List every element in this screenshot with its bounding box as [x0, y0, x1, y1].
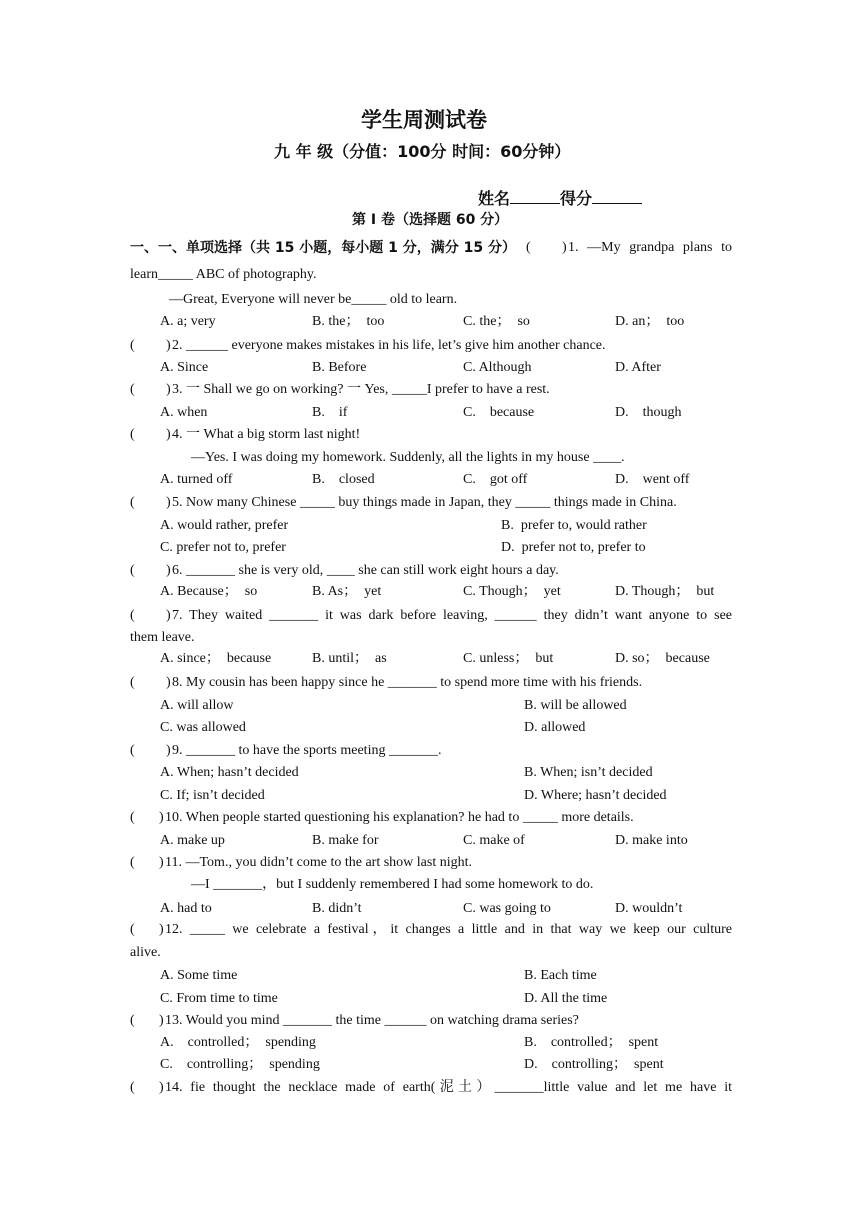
q1-option-b[interactable]: B. the； too	[312, 314, 385, 329]
q2-stem: 2. ______ everyone makes mistakes in his life, let’s give him another chance.	[172, 338, 606, 353]
q3-option-c[interactable]: C. because	[463, 405, 535, 420]
q6-paren: (	[130, 563, 135, 578]
q11-option-a[interactable]: A. had to	[160, 901, 212, 916]
q5-paren-close: )	[166, 495, 171, 510]
q10-paren-close: )	[159, 810, 164, 825]
q6-paren-close: )	[166, 563, 171, 578]
q8-option-d[interactable]: D. allowed	[524, 720, 586, 735]
q5-stem: 5. Now many Chinese _____ buy things made in Japan, they _____ things made in China.	[172, 495, 677, 510]
q7-option-d[interactable]: D. so； because	[615, 651, 710, 666]
q9-option-b[interactable]: B. When; isn’t decided	[524, 765, 653, 780]
q3-option-b[interactable]: B. if	[312, 405, 348, 420]
q5-paren: (	[130, 495, 135, 510]
q6-option-a[interactable]: A. Because； so	[160, 584, 258, 599]
q4-option-d[interactable]: D. went off	[615, 472, 690, 487]
q1-stem-line2: learn_____ ABC of photography.	[130, 267, 317, 282]
q7-option-a[interactable]: A. since； because	[160, 651, 272, 666]
q1-paren-close: )	[562, 240, 567, 255]
q1-option-c[interactable]: C. the； so	[463, 314, 530, 329]
q6-option-c[interactable]: C. Though； yet	[463, 584, 561, 599]
q1-paren: (	[526, 240, 531, 255]
q10-option-d[interactable]: D. make into	[615, 833, 688, 848]
q7-stem-line2: them leave.	[130, 630, 195, 645]
q2-paren-close: )	[166, 338, 171, 353]
q3-stem: 3. 一 Shall we go on working? 一 Yes, _____I prefer to have a rest.	[172, 382, 550, 397]
q14-paren: (	[130, 1080, 135, 1095]
q12-option-b[interactable]: B. Each time	[524, 968, 597, 983]
q13-option-a[interactable]: A. controlled； spending	[160, 1035, 316, 1050]
q11-option-c[interactable]: C. was going to	[463, 901, 551, 916]
q11-option-d[interactable]: D. wouldn’t	[615, 901, 683, 916]
part-heading: 一、一、单项选择（共 15 小题，每小题 1 分，满分 15 分）	[130, 240, 516, 256]
q8-stem: 8. My cousin has been happy since he _______ to spend more time with his friends.	[172, 675, 643, 690]
q10-option-b[interactable]: B. make for	[312, 833, 379, 848]
q7-paren: (	[130, 608, 135, 623]
q7-stem: 7. They waited _______ it was dark before leaving, ______ they didn’t want anyone to see	[172, 608, 732, 623]
page-title: 学生周测试卷	[361, 108, 487, 132]
q12-option-d[interactable]: D. All the time	[524, 991, 608, 1006]
q2-option-b[interactable]: B. Before	[312, 360, 367, 375]
q13-option-c[interactable]: C. controlling； spending	[160, 1057, 320, 1072]
q3-paren: (	[130, 382, 135, 397]
q10-option-c[interactable]: C. make of	[463, 833, 525, 848]
q1-stem-line3: —Great, Everyone will never be_____ old to learn.	[169, 292, 458, 307]
q9-paren: (	[130, 743, 135, 758]
q3-option-a[interactable]: A. when	[160, 405, 208, 420]
q8-paren: (	[130, 675, 135, 690]
q12-option-c[interactable]: C. From time to time	[160, 991, 278, 1006]
q10-paren: (	[130, 810, 135, 825]
q9-stem: 9. _______ to have the sports meeting _______.	[172, 743, 442, 758]
name-score-line	[478, 165, 642, 210]
q9-option-a[interactable]: A. When; hasn’t decided	[160, 765, 299, 780]
q13-option-b[interactable]: B. controlled； spent	[524, 1035, 659, 1050]
q2-paren: (	[130, 338, 135, 353]
q11-option-b[interactable]: B. didn’t	[312, 901, 362, 916]
q8-option-c[interactable]: C. was allowed	[160, 720, 246, 735]
q3-paren-close: )	[166, 382, 171, 397]
q10-option-a[interactable]: A. make up	[160, 833, 225, 848]
q9-paren-close: )	[166, 743, 171, 758]
q8-option-a[interactable]: A. will allow	[160, 698, 234, 713]
q1-option-a[interactable]: A. a; very	[160, 314, 216, 329]
q4-option-b[interactable]: B. closed	[312, 472, 375, 487]
q12-paren-close: )	[159, 922, 164, 937]
q9-option-d[interactable]: D. Where; hasn’t decided	[524, 788, 667, 803]
q7-paren-close: )	[166, 608, 171, 623]
q5-option-b[interactable]: B. prefer to, would rather	[501, 518, 647, 533]
q4-paren-close: )	[166, 427, 171, 442]
q5-option-d[interactable]: D. prefer not to, prefer to	[501, 540, 646, 555]
q4-option-c[interactable]: C. got off	[463, 472, 528, 487]
q2-option-d[interactable]: D. After	[615, 360, 661, 375]
q1-option-d[interactable]: D. an； too	[615, 314, 685, 329]
q4-stem: 4. 一 What a big storm last night!	[172, 427, 361, 442]
page-subtitle: 九 年 级（分值：100分 时间：60分钟）	[274, 142, 571, 161]
q6-option-d[interactable]: D. Though； but	[615, 584, 715, 599]
q5-option-c[interactable]: C. prefer not to, prefer	[160, 540, 286, 555]
q8-option-b[interactable]: B. will be allowed	[524, 698, 627, 713]
q12-stem: 12. _____ we celebrate a festival，it changes a little and in that way we keep our culture	[165, 922, 732, 937]
q14-stem: 14. fie thought the necklace made of earth(泥土）_______little value and let me have it	[165, 1080, 732, 1095]
q12-stem-line2: alive.	[130, 945, 161, 960]
q11-stem: 11. —Tom., you didn’t come to the art show last night.	[165, 855, 472, 870]
q12-paren: (	[130, 922, 135, 937]
q7-option-c[interactable]: C. unless； but	[463, 651, 554, 666]
q12-option-a[interactable]: A. Some time	[160, 968, 238, 983]
q7-option-b[interactable]: B. until； as	[312, 651, 387, 666]
q11-paren-close: )	[159, 855, 164, 870]
q14-paren-close: )	[159, 1080, 164, 1095]
q2-option-c[interactable]: C. Although	[463, 360, 532, 375]
q3-option-d[interactable]: D. though	[615, 405, 682, 420]
q4-paren: (	[130, 427, 135, 442]
q11-stem-line2: —I _______，but I suddenly remembered I had some homework to do.	[191, 877, 594, 892]
q11-paren: (	[130, 855, 135, 870]
q6-option-b[interactable]: B. As； yet	[312, 584, 382, 599]
q6-stem: 6. _______ she is very old, ____ she can still work eight hours a day.	[172, 563, 559, 578]
score-label: 得分	[560, 189, 593, 208]
section-title: 第 I 卷（选择题 60 分）	[352, 212, 509, 228]
q8-paren-close: )	[166, 675, 171, 690]
q2-option-a[interactable]: A. Since	[160, 360, 209, 375]
q13-option-d[interactable]: D. controlling； spent	[524, 1057, 664, 1072]
score-blank[interactable]	[592, 187, 642, 204]
q9-option-c[interactable]: C. If; isn’t decided	[160, 788, 265, 803]
q13-paren: (	[130, 1013, 135, 1028]
name-blank[interactable]	[510, 187, 560, 204]
q5-option-a[interactable]: A. would rather, prefer	[160, 518, 289, 533]
q4-option-a[interactable]: A. turned off	[160, 472, 233, 487]
q10-stem: 10. When people started questioning his explanation? he had to _____ more details.	[165, 810, 634, 825]
q13-stem: 13. Would you mind _______ the time ______ on watching drama series?	[165, 1013, 579, 1028]
q13-paren-close: )	[159, 1013, 164, 1028]
q1-stem: 1. —My grandpa plans to	[568, 240, 732, 255]
q4-stem-line2: —Yes. I was doing my homework. Suddenly, all the lights in my house ____.	[191, 450, 625, 465]
name-label: 姓名	[478, 189, 511, 208]
